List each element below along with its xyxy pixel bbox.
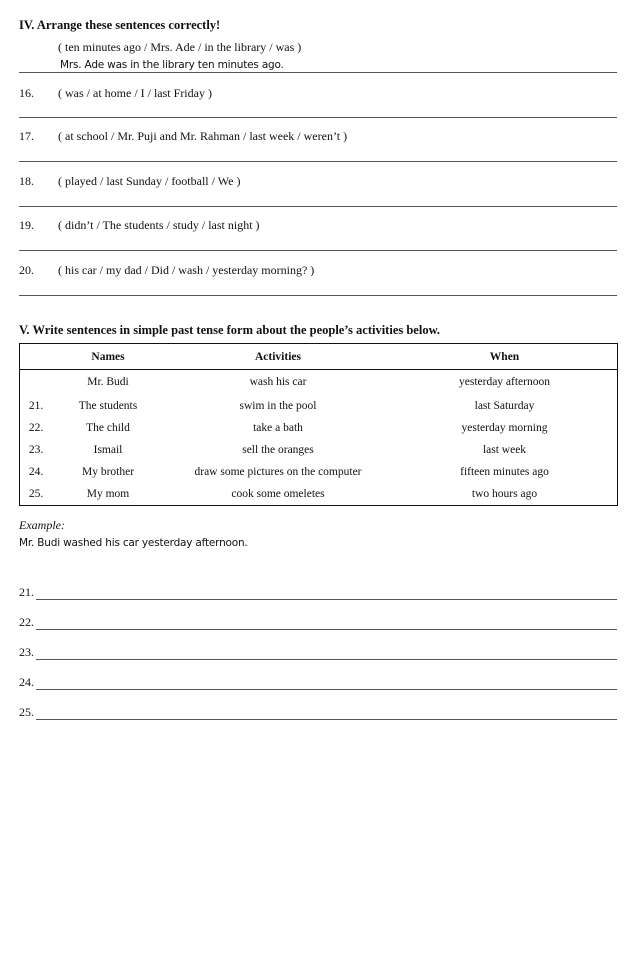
item-prompt: ( his car / my dad / Did / wash / yesterday morning? ) [58, 263, 315, 277]
table-header-row [20, 344, 618, 370]
activities-table [19, 343, 618, 506]
row-name: My mom [86, 487, 130, 500]
table-row [20, 439, 618, 461]
answer-number: 24. [19, 675, 34, 689]
item-prompt: ( at school / Mr. Puji and Mr. Rahman / last week / weren’t ) [58, 129, 348, 143]
item-prompt: ( was / at home / I / last Friday ) [58, 86, 212, 100]
row-number: 24. [28, 465, 44, 478]
answer-line-24[interactable] [19, 675, 34, 690]
table-row [20, 417, 618, 439]
header-when: When [392, 344, 618, 370]
answer-line[interactable] [19, 206, 617, 207]
row-activity: sell the oranges [242, 443, 314, 456]
answer-line-25[interactable] [19, 705, 34, 720]
row-number: 22. [28, 421, 44, 434]
answer-underline [36, 659, 617, 660]
row-when: yesterday afternoon [458, 376, 550, 389]
row-name: Ismail [93, 443, 123, 456]
table-row [20, 395, 618, 417]
row-when: fifteen minutes ago [460, 465, 549, 478]
item-number: 17. [19, 129, 34, 143]
answer-line-22[interactable] [19, 615, 34, 630]
answer-line[interactable] [19, 117, 617, 118]
item-number: 16. [19, 86, 34, 100]
answer-number: 22. [19, 615, 34, 629]
row-activity: cook some omeletes [231, 487, 325, 500]
row-number [20, 370, 53, 395]
row-name: The students [78, 399, 138, 412]
example-label: Example: [19, 518, 65, 532]
row-name: The child [86, 421, 130, 434]
example-answer-line [19, 72, 617, 73]
row-when: yesterday morning [461, 421, 548, 434]
answer-number: 21. [19, 585, 34, 599]
answer-number: 23. [19, 645, 34, 659]
row-when: last Saturday [474, 399, 535, 412]
item-number: 19. [19, 218, 34, 232]
answer-line[interactable] [19, 161, 617, 162]
section-v-title: V. Write sentences in simple past tense form about the people’s activities below. [19, 323, 441, 337]
answer-underline [36, 599, 617, 600]
answer-number: 25. [19, 705, 34, 719]
row-number: 25. [28, 487, 44, 500]
table-row [20, 370, 618, 395]
table-row [20, 461, 618, 483]
row-activity: draw some pictures on the computer [194, 465, 362, 478]
item-prompt: ( played / last Sunday / football / We ) [58, 174, 241, 188]
answer-line-21[interactable] [19, 585, 34, 600]
answer-underline [36, 629, 617, 630]
item-number: 20. [19, 263, 34, 277]
header-activities: Activities [164, 344, 392, 370]
answer-line[interactable] [19, 295, 617, 296]
row-name: Mr. Budi [87, 376, 129, 389]
section-iv-title: IV. Arrange these sentences correctly! [19, 18, 221, 32]
example-answer: Mrs. Ade was in the library ten minutes ago. [60, 59, 284, 71]
answer-underline [36, 689, 617, 690]
row-when: two hours ago [471, 487, 538, 500]
row-activity: wash his car [249, 376, 307, 389]
row-name: My brother [81, 465, 135, 478]
row-activity: take a bath [253, 421, 303, 434]
row-activity: swim in the pool [239, 399, 317, 412]
example-prompt: ( ten minutes ago / Mrs. Ade / in the library / was ) [58, 40, 302, 54]
answer-line-23[interactable] [19, 645, 34, 660]
answer-line[interactable] [19, 250, 617, 251]
example-sentence: Mr. Budi washed his car yesterday afternoon. [19, 537, 248, 549]
item-prompt: ( didn’t / The students / study / last night ) [58, 218, 260, 232]
header-number [20, 344, 53, 370]
item-number: 18. [19, 174, 34, 188]
table-row [20, 483, 618, 506]
header-names: Names [52, 344, 164, 370]
row-number: 23. [28, 443, 44, 456]
row-number: 21. [28, 399, 44, 412]
answer-underline [36, 719, 617, 720]
row-when: last week [482, 443, 527, 456]
